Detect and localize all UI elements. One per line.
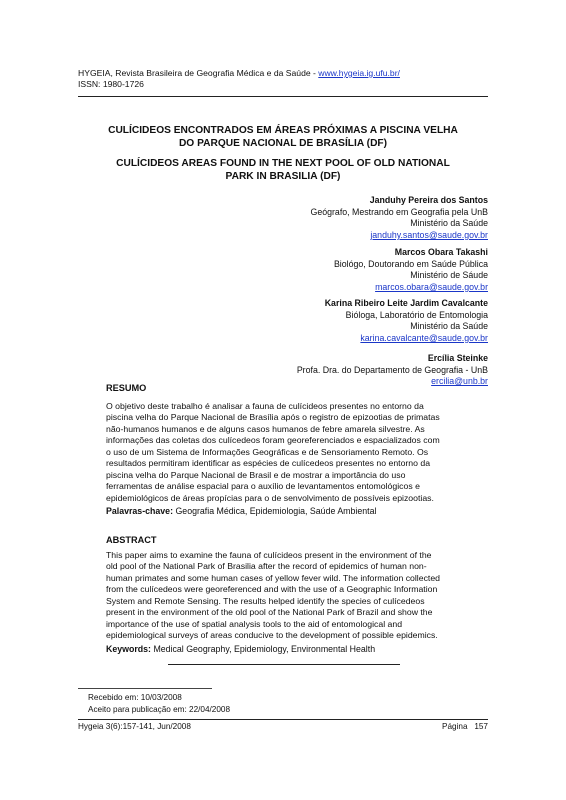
abstract-line: human primates and some human cases of yellow fever wild. The information collected — [106, 572, 440, 583]
author-email-link[interactable]: karina.cavalcante@saude.gov.br — [360, 332, 488, 343]
author-email-link[interactable]: marcos.obara@saude.gov.br — [375, 281, 488, 292]
keywords-text: Medical Geography, Epidemiology, Environmental Health — [153, 644, 376, 654]
abstract-line: old pool of the National Park of Brasilia after the record of epidemics of human non- — [106, 561, 427, 572]
keywords-label: Palavras-chave: — [106, 506, 173, 516]
author-role: Biológo, Doutorando em Saúde Pública — [333, 258, 488, 269]
abstract-line: importance of the use of spatial analysis tools to the aid of entomological and — [106, 618, 403, 629]
resumo-line: O objetivo deste trabalho é analisar a fauna de culícideos presentes no entorno da — [106, 401, 424, 411]
abstract-heading: ABSTRACT — [106, 535, 157, 545]
title-en-line2: PARK IN BRASILIA (DF) — [225, 170, 341, 182]
author-name: Ercília Steinke — [427, 353, 488, 363]
page-label: Página — [442, 722, 468, 731]
author-block — [310, 195, 488, 241]
author-email-link[interactable]: janduhy.santos@saude.gov.br — [370, 229, 488, 240]
journal-header — [78, 68, 400, 79]
author-block — [325, 298, 488, 344]
keywords-label: Keywords: — [106, 644, 151, 654]
title-en-line1: CULÍCIDEOS AREAS FOUND IN THE NEXT POOL OF OLD NATIONAL — [116, 158, 450, 169]
resumo-line: o uso de um Sistema de Informações Geográficas e de Sensoriamento Remoto. Os — [106, 446, 429, 457]
author-institution: Ministério de Sáude — [410, 270, 488, 281]
author-email-link[interactable]: ercilia@unb.br — [431, 376, 488, 387]
page-number: 157 — [474, 722, 488, 731]
journal-link[interactable]: www.hygeia.ig.ufu.br/ — [318, 68, 400, 78]
issn: ISSN: 1980-1726 — [78, 79, 144, 89]
palavras-chave — [106, 506, 376, 516]
footer-rule — [78, 719, 488, 720]
keywords — [106, 644, 375, 654]
abstract-line: System and Remote Sensing. The results helped identify the species of culícedeos — [106, 595, 425, 606]
footer-page — [442, 722, 488, 731]
resumo-line: ferramentas de análise espacial para o auxílio de levantamentos entomológicos e — [106, 481, 420, 492]
author-role: Profa. Dra. do Departamento de Geografia - UnB — [296, 364, 488, 375]
footnote-rule — [78, 688, 212, 689]
abstract-body — [106, 550, 488, 642]
resumo-line: epidemiológicos de áreas propícias para o de senvolvimento de possíveis epizootias. — [106, 492, 434, 503]
abstract-line: epidemiological surveys of areas conducive to the development of possible epidemics. — [106, 630, 438, 641]
author-name: Janduhy Pereira dos Santos — [369, 195, 488, 205]
keywords-text: Geografia Médica, Epidemiologia, Saúde Ambiental — [175, 506, 377, 516]
title-pt-line1: CULÍCIDEOS ENCONTRADOS EM ÁREAS PRÓXIMAS A PISCINA VELHA — [108, 125, 458, 136]
accepted-date: Aceito para publicação em: 22/04/2008 — [88, 704, 231, 714]
abstract-line: This paper aims to examine the fauna of culícideos present in the environment of the — [106, 550, 432, 560]
header-rule — [78, 96, 488, 97]
abstract-line: from the culícedeos were georeferenced and with the use of a Geographic Information — [106, 584, 438, 595]
title-pt-line2: DO PARQUE NACIONAL DE BRASÍLIA (DF) — [178, 137, 388, 149]
journal-name: HYGEIA, Revista Brasileira de Geografia Médica e da Saúde - — [78, 68, 319, 78]
abstract-line: present in the environment of the old pool of the National Park of Brazil and show the — [106, 607, 433, 618]
title-english — [78, 158, 488, 183]
resumo-line: piscina velha do Parque Nacional de Brasil e de mostrar a importância do uso — [106, 469, 406, 480]
resumo-line: piscina velha do Parque Nacional de Brasília após o registro de epizootias de primatas — [106, 412, 440, 423]
received-date: Recebido em: 10/03/2008 — [88, 693, 182, 702]
section-divider — [168, 664, 400, 665]
author-block — [297, 353, 488, 388]
author-role: Bióloga, Laboratório de Entomologia — [345, 309, 488, 320]
author-name: Karina Ribeiro Leite Jardim Cavalcante — [324, 298, 488, 308]
author-institution: Ministério da Saúde — [410, 218, 488, 229]
author-name: Marcos Obara Takashi — [394, 247, 488, 257]
resumo-line: não-humanos humanos e de alguns casos humanos de febre amarela silvestre. As — [106, 423, 425, 434]
footnote — [88, 692, 230, 715]
author-block — [334, 247, 488, 293]
author-role: Geógrafo, Mestrando em Geografia pela UnB — [310, 206, 488, 217]
resumo-body — [106, 401, 488, 504]
title-portuguese — [78, 125, 488, 150]
resumo-line: resultados permitiram identificar as espécies de culícedeos presentes no entorno da — [106, 458, 431, 469]
resumo-heading: RESUMO — [106, 383, 147, 393]
footer-citation: Hygeia 3(6):157-141, Jun/2008 — [78, 722, 191, 731]
author-institution: Ministério da Saúde — [410, 321, 488, 332]
resumo-line: informações das coletas dos culícedeos foram georeferenciados e espacializados com — [106, 435, 440, 446]
